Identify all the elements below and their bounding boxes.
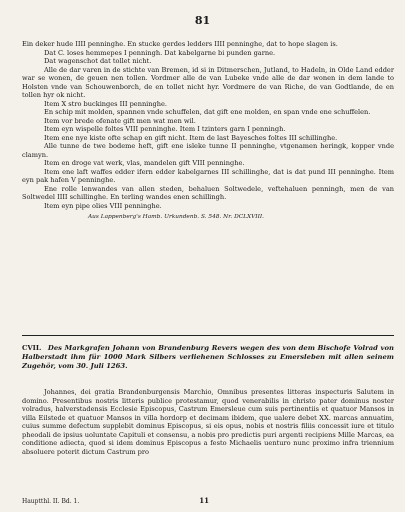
document-heading [22, 344, 394, 371]
page-number: 81 [194, 14, 211, 27]
footer-title: Hauptthl. II. Bd. 1. [22, 498, 80, 505]
text-paragraph: Ein deker hude IIII penninghe. En stucke gerdes ledders IIII penninghe, dat to hope slagen is. [22, 40, 338, 48]
text-lines [22, 40, 394, 210]
text-paragraph: Dat wagenschot dat tollet nicht. [44, 57, 152, 65]
text-paragraph: Dat C. loses hemmepes I penningh. Dat kabelgarne bi punden garne. [44, 48, 276, 57]
text-paragraph: Item en droge vat werk, vlas, mandelen gift VIII penninghe. [44, 159, 245, 167]
document-description: Des Markgrafen Johann von Brandenburg Revers wegen des von dem Bischofe Volrad von Halberstadt ihm für 1000 Mark Silbers verliehenen Schlosses zu Emersleben mit allen seinem Zugehör, vom 30. Juli 1263. [22, 344, 394, 370]
text-paragraph: Item ene nye kiste ofte schap en gift nicht. Item de last Bayesches foltes III schillinghe. [44, 133, 338, 142]
text-paragraph: Item vor brede ofenate gift men wat men wil. [44, 116, 196, 125]
text-paragraph: Item eyn wispelle foltes VIII penninghe. Item I tzinters garn I penningh. [44, 125, 286, 133]
signature-mark: 11 [199, 496, 210, 505]
text-paragraph: Item ene laft waffes edder ifern edder kabelgarnes III schillinghe, dat is dat pund III penninghe. Item eyn pak hafen V penninghe. [22, 167, 394, 184]
text-paragraph: Item X stro buckinges III penninghe. [44, 99, 168, 108]
source-citation: Aus Lappenberg's Hamb. Urkundenb. S. 548. Nr. DCLXVIII. [88, 214, 265, 220]
latin-text [22, 388, 394, 456]
document-number: CVII. [22, 344, 42, 352]
text-paragraph: En schip mit molden, spannen vnde schuffelen, dat gift ene molden, en span vnde ene schuffelen. [44, 108, 371, 116]
text-paragraph: Item eyn pipe olies VIII penninghe. [44, 201, 162, 210]
section-divider [22, 335, 394, 336]
text-paragraph: Alle de dar varen in de stichte van Bremen, id si in Ditmerschen, Jutland, to Hadeln, in Olde Land edder war se wonen, de geuen nen tollen. Vordmer alle de van Lubeke vnde alle de dar wonen in dem lande to Holsten vnde van Schouwenborch, de en tollet nicht hyr. Vordmere de van Riche, de van Godtlande, de en tollen hyr ok nicht. [22, 65, 394, 99]
text-paragraph: Ene rolle lenwandes van allen steden, behaluen Soltwedele, veftehaluen penningh, men de van Soltwedel IIII schillinghe. En terling wandes enen schillingh. [22, 184, 394, 201]
text-paragraph: Alle tunne de twe bodeme heft, gift ene isleke tunne II penninghe, vtgenamen heringk, kopper vnde clamyn. [22, 142, 394, 159]
page-footer [22, 496, 394, 505]
main-text [22, 40, 394, 222]
latin-paragraph: Johannes, dei gratia Brandenburgensis Marchio, Omnibus presentes litteras inspecturis Salutem in domino. Presentibus nostris litteris publice protestamur, quod venerabilis in christo pater dominus noster volradus, halverstadensis Ecclesie Episcopus, Castrum Emersleue cum suis pertinentiis et quatuor Mansos in villa Eilstede et quatuor Mansos in villa hordorp et decimam ibidem, que ualere debet XX. marcas annuatim, cuius summe defectum supplebit dominus Episcopus, si eis opus, nobis et nostris filiis concessit iure et titulo pheodali de ipsius uoluntate Capituli et consensu, a nobis pro predictis puri argenti recipiens Mille Marcas, ea conditione adiecta, quod si idem dominus Episcopus a festo Michaelis uenturo nunc proximo infra triennium absoluere poterit dictum Castrum pro [22, 388, 394, 456]
